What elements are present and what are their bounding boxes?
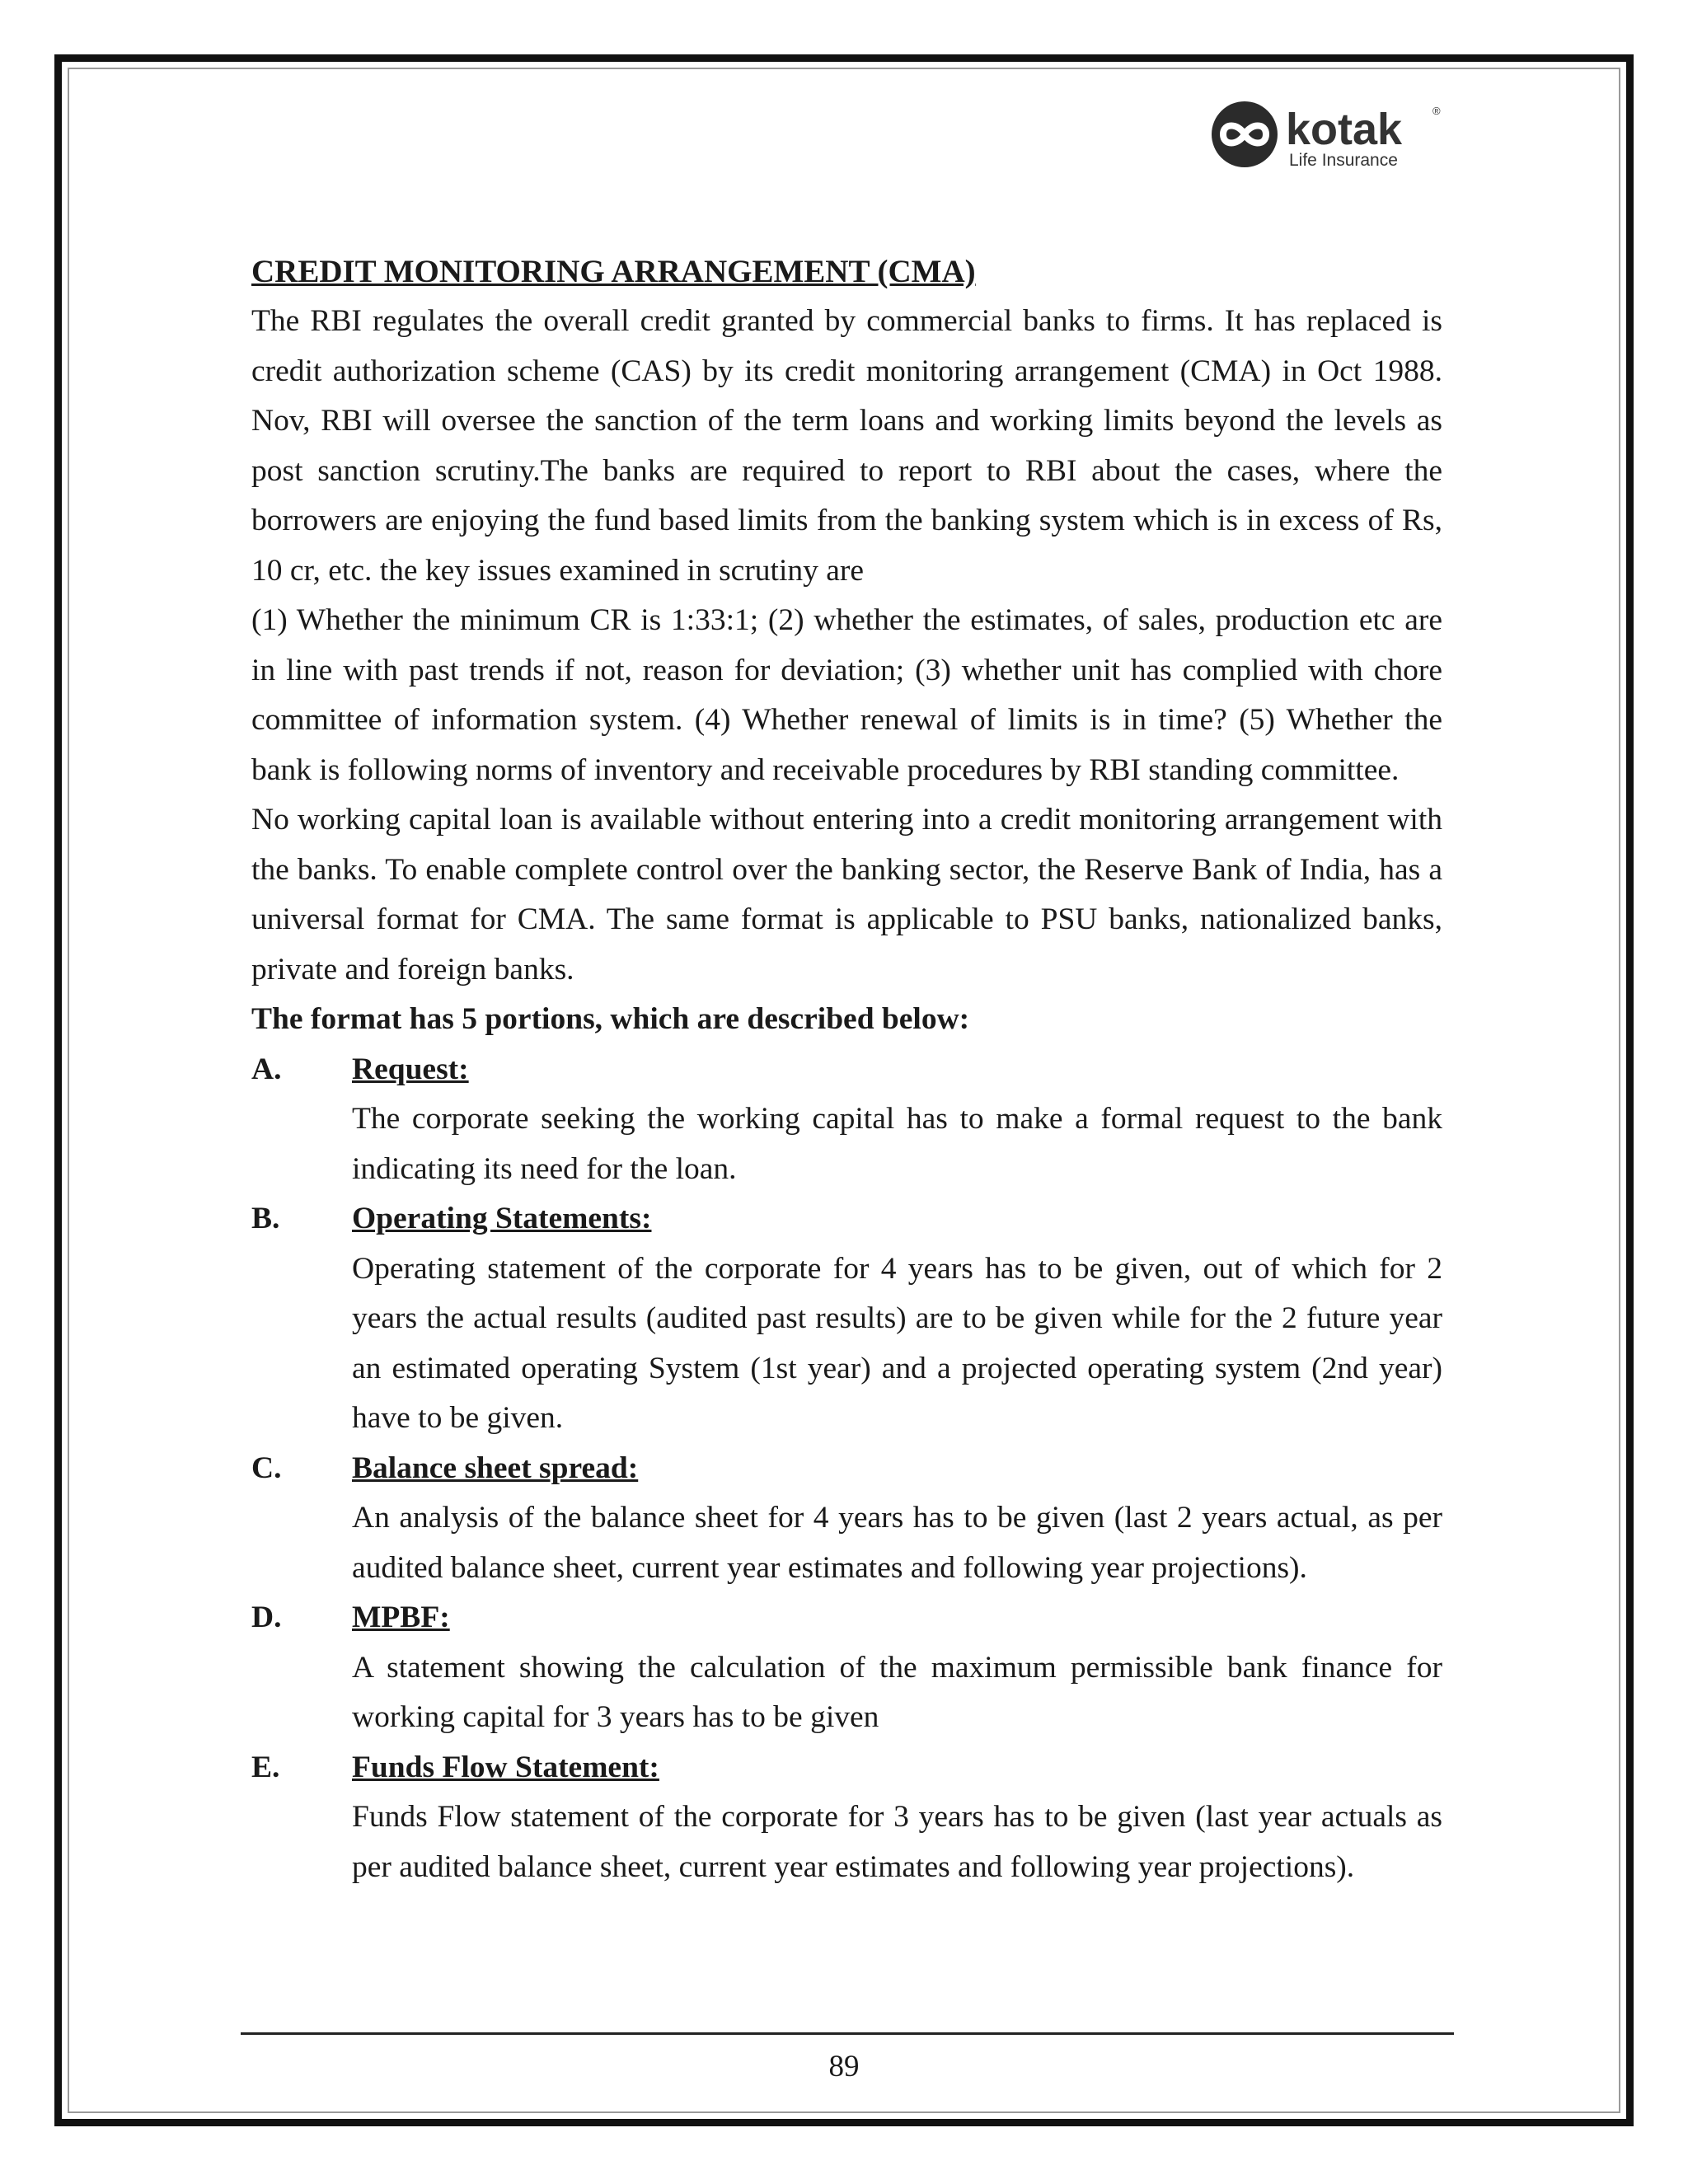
item-body: A statement showing the calculation of the maximum permissible bank finance for working capital for 3 years has to be given: [352, 1650, 1442, 1734]
format-heading: The format has 5 portions, which are described below:: [251, 1002, 970, 1036]
item-letter: C.: [251, 1451, 282, 1485]
logo-registered-mark: ®: [1432, 105, 1441, 117]
format-item-mpbf: [251, 1593, 1442, 1743]
item-body: An analysis of the balance sheet for 4 years has to be given (last 2 years actual, as per audited balance sheet, current year estimates and following year projections).: [352, 1501, 1442, 1585]
logo-brand-text: kotak: [1286, 105, 1403, 154]
format-item-funds-flow-statement: [251, 1743, 1442, 1893]
footer-divider: [241, 2032, 1454, 2035]
banking-control-paragraph: No working capital loan is available without entering into a credit monitoring arrangement with the banks. To enable complete control over the banking sector, the Reserve Bank of India, has a universal format for CMA. The same format is applicable to PSU banks, nationalized banks, private and foreign banks.: [251, 803, 1442, 987]
item-letter: E.: [251, 1750, 280, 1784]
item-title: Operating Statements:: [352, 1202, 652, 1235]
item-letter: D.: [251, 1601, 282, 1634]
item-title: MPBF:: [352, 1601, 450, 1634]
scrutiny-issues-paragraph: (1) Whether the minimum CR is 1:33:1; (2) whether the estimates, of sales, production etc are in line with past trends if not, reason for deviation; (3) whether unit has complied with chore committee of information system. (4) Whether renewal of limits is in time? (5) Whether the bank is following norms of inventory and receivable procedures by RBI standing committee.: [251, 603, 1442, 787]
format-item-request: [251, 1045, 1442, 1195]
format-item-balance-sheet-spread: [251, 1444, 1442, 1594]
format-item-operating-statements: [251, 1194, 1442, 1444]
kotak-life-insurance-logo: [1208, 96, 1447, 172]
intro-paragraph: The RBI regulates the overall credit granted by commercial banks to firms. It has replaced is credit authorization scheme (CAS) by its credit monitoring arrangement (CMA) in Oct 1988. Nov, RBI will oversee the sanction of the term loans and working limits beyond the levels as post sanction scrutiny.The banks are required to report to RBI about the cases, where the borrowers are enjoying the fund based limits from the banking system which is in excess of Rs, 10 cr, etc. the key issues examined in scrutiny are: [251, 304, 1442, 588]
logo-tagline: Life Insurance: [1289, 151, 1398, 170]
item-title: Funds Flow Statement:: [352, 1750, 659, 1784]
item-letter: A.: [251, 1052, 282, 1086]
page-number: 89: [828, 2050, 860, 2083]
item-body: The corporate seeking the working capital has to make a formal request to the bank indicating its need for the loan.: [352, 1102, 1442, 1186]
item-letter: B.: [251, 1202, 280, 1235]
item-title: Balance sheet spread:: [352, 1451, 639, 1485]
document-body: [251, 247, 1442, 1892]
item-body: Operating statement of the corporate for 4 years has to be given, out of which for 2 years the actual results (audited past results) are to be given while for the 2 future year an estimated operating System (1st year) and a projected operating system (2nd year) have to be given.: [352, 1251, 1442, 1435]
item-title: Request:: [352, 1052, 469, 1086]
item-body: Funds Flow statement of the corporate for 3 years has to be given (last year actuals as per audited balance sheet, current year estimates and following year projections).: [352, 1800, 1442, 1884]
page-title: CREDIT MONITORING ARRANGEMENT (CMA): [251, 254, 976, 289]
